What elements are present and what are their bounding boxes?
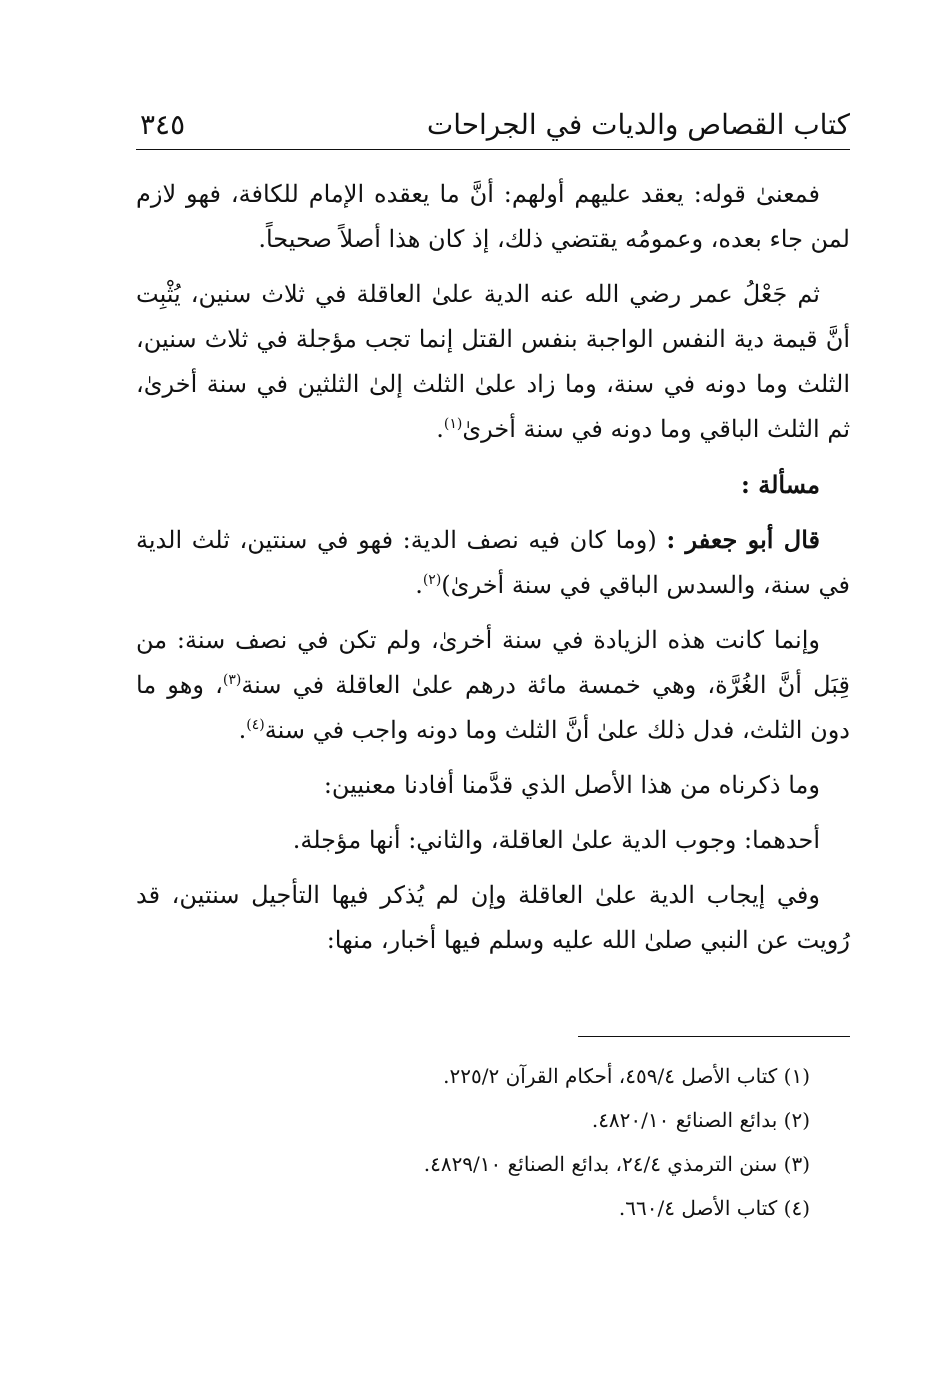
paragraph-7: وفي إيجاب الدية علىٰ العاقلة وإن لم يُذكر فيها التأجيل سنتين، قد رُويت عن النبي صلىٰ الله عليه وسلم فيها أخبار، منها: [136,881,850,954]
paragraph-1: فمعنىٰ قوله: يعقد عليهم أولهم: أنَّ ما يعقده الإمام للكافة، فهو لازم لمن جاء بعده، وعمومُه يقتضي ذلك، إذ كان هذا أصلاً صحيحاً. [136,180,850,253]
paragraph-4-text-a: وإنما كانت هذه الزيادة في سنة أخرىٰ، ولم تكن في نصف سنة: من قِبَل أنَّ الغُرَّة، وهي خمسة مائة درهم علىٰ العاقلة في سنة [136,626,850,699]
footnote-ref-2: (٢) [422,572,442,588]
paragraph-2 [136,272,850,452]
footnote-1: (١) كتاب الأصل ٤٥٩/٤، أحكام القرآن ٢٢٥/٢. [443,1064,810,1088]
running-title: كتاب القصاص والديات في الجراحات [426,108,850,141]
paragraph-3-end: . [415,571,423,599]
footnote-3: (٣) سنن الترمذي ٢٤/٤، بدائع الصنائع ٤٨٢٩/١٠. [423,1152,810,1176]
page-number: ٣٤٥ [140,108,186,141]
paragraph-2-text: ثم جَعْلُ عمر رضي الله عنه الدية علىٰ العاقلة في ثلاث سنين، يُثْبِت أنَّ قيمة دية النفس الواجبة بنفس القتل إنما تجب مؤجلة في ثلاث سنين، الثلث وما دونه في سنة، وما زاد علىٰ الثلث إلىٰ الثلثين في سنة أخرىٰ، ثم الثلث الباقي وما دونه في سنة أخرىٰ [136,280,850,443]
footnote-4: (٤) كتاب الأصل ٦٦٠/٤. [618,1196,810,1220]
footnote-separator [578,1036,850,1037]
paragraph-3 [136,517,850,608]
footnote-ref-1: (١) [443,416,463,432]
paragraph-3-text: (وما كان فيه نصف الدية: فهو في سنتين، ثلث الدية في سنة، والسدس الباقي في سنة أخرىٰ) [136,526,850,599]
paragraph-6: أحدهما: وجوب الدية علىٰ العاقلة، والثاني: أنها مؤجلة. [292,826,820,854]
footnotes [136,1054,810,1230]
footnote-2: (٢) بدائع الصنائع ٤٨٢٠/١٠. [591,1108,810,1132]
footnote-ref-3: (٣) [222,672,242,688]
speaker-name: قال أبو جعفر : [666,525,820,554]
paragraph-2-end: . [436,415,444,443]
body-text [136,172,850,973]
paragraph-5: وما ذكرناه من هذا الأصل الذي قدَّمنا أفادنا معنيين: [323,771,820,799]
paragraph-4-text-b: ، وهو ما دون الثلث، فدل ذلك علىٰ أنَّ الثلث وما دونه واجب في سنة [136,671,850,744]
paragraph-4-end: . [238,716,247,744]
page-header [136,95,850,150]
footnote-ref-4: (٤) [246,717,265,733]
section-heading: مسألة : [741,470,820,499]
paragraph-4 [136,618,850,753]
